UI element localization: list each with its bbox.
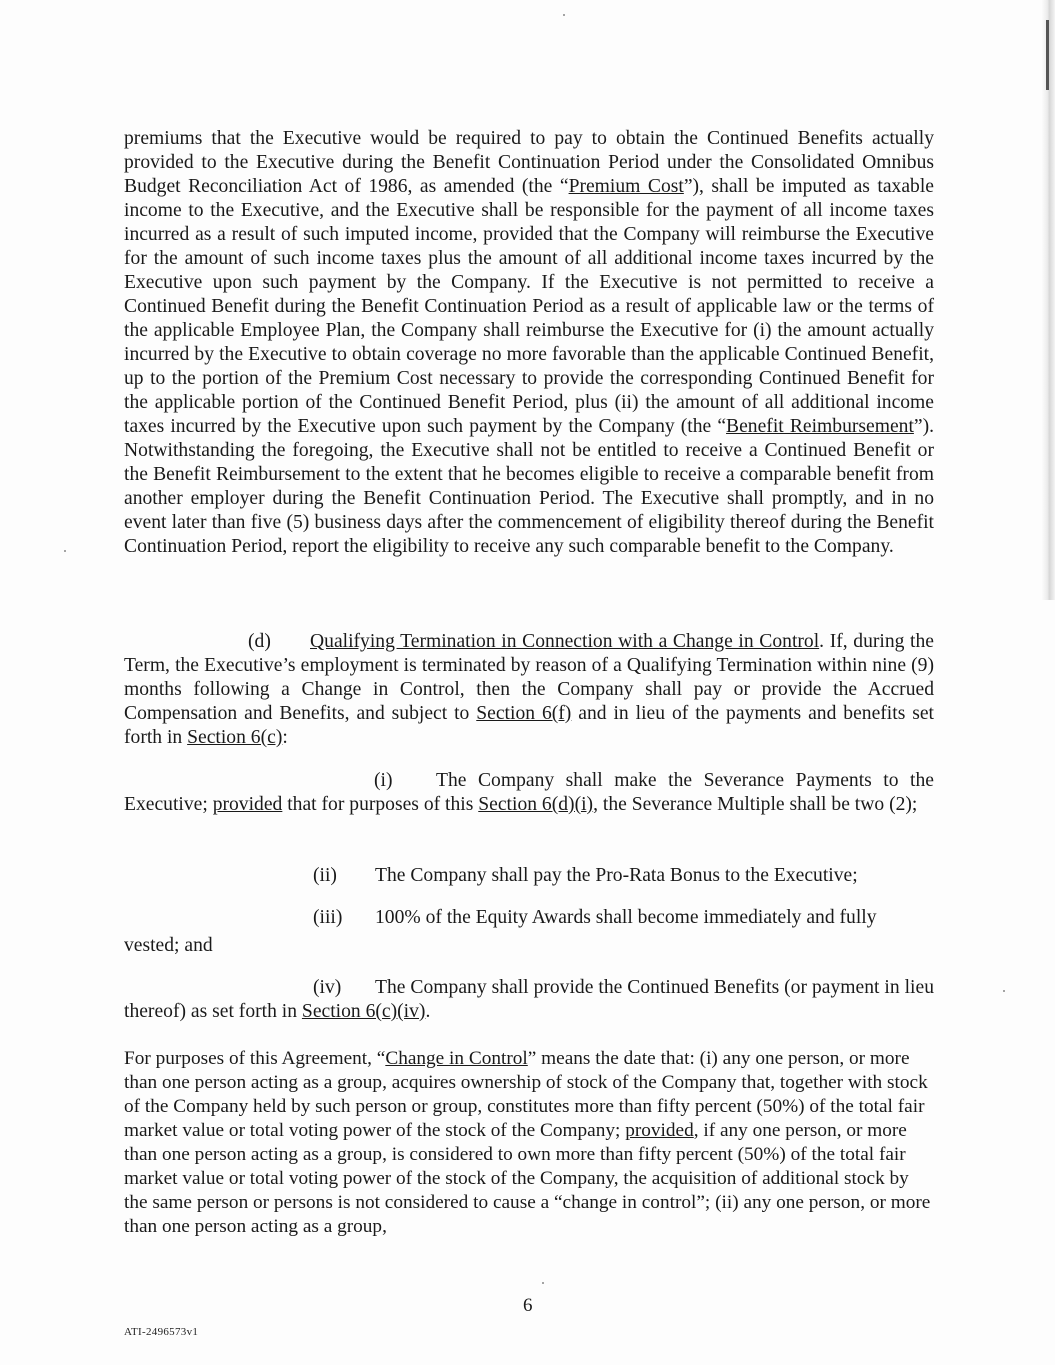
section-ref-6civ: Section 6(c)(iv)	[301, 1001, 426, 1022]
item-iv-paragraph	[124, 976, 934, 1024]
paragraph-text: that for purposes of this	[282, 794, 479, 815]
paragraph-text: , the Severance Multiple shall be two (2);	[593, 794, 918, 815]
scan-speck	[542, 1282, 544, 1284]
item-i-paragraph	[124, 769, 934, 817]
provided-term: provided	[625, 1120, 694, 1141]
section-d-paragraph	[124, 630, 934, 750]
provided-term: provided	[212, 794, 283, 815]
paragraph-text: The Company shall make the Severance Payments to the Executive;	[124, 770, 934, 815]
scan-speck	[1003, 990, 1005, 992]
paragraph-text: .	[425, 1001, 431, 1022]
item-iii-continuation: vested; and	[124, 935, 213, 956]
section-ref-6di: Section 6(d)(i)	[478, 794, 594, 815]
paragraph-text: 100% of the Equity Awards shall become immediately and fully	[375, 907, 877, 928]
item-ii-label: (ii)	[313, 865, 337, 886]
change-in-control-definition	[124, 1047, 934, 1239]
item-iv-label: (iv)	[313, 977, 342, 998]
paragraph-text: and in lieu of the payments and benefits set forth in	[124, 703, 935, 748]
section-d-label: (d)	[248, 631, 271, 652]
defined-term-premium-cost: Premium Cost	[568, 176, 684, 197]
scan-edge-shadow	[1041, 0, 1055, 600]
paragraph-text: . If, during the Term, the Executive’s employment is terminated by reason of a Qualifying Termination within nine (9) months following a Change in Control, then the Company shall pay or provide the Accrued Compensation and Benefits, and subject to	[124, 631, 934, 724]
scan-edge-mark	[1046, 20, 1049, 90]
item-ii-paragraph	[313, 864, 934, 888]
paragraph-text: For purposes of this Agreement, “	[124, 1048, 386, 1069]
section-ref-6f: Section 6(f)	[476, 703, 572, 724]
paragraph-benefit-continuation	[124, 127, 934, 559]
paragraph-text: premiums that the Executive would be required to pay to obtain the Continued Benefits actually provided to the Executive during the Benefit Continuation Period under the Consolidated Omnibus Budget Reconciliation Act of 1986, as amended (the “	[124, 128, 934, 197]
paragraph-text: :	[282, 727, 288, 748]
scan-speck	[563, 14, 565, 16]
document-id: ATI-2496573v1	[124, 1326, 199, 1338]
paragraph-text: The Company shall provide the Continued Benefits (or payment in lieu thereof) as set forth in	[124, 977, 934, 1022]
paragraph-text: ” means the date that: (i) any one person, or more than one person acting as a group, acquires ownership of stock of the Company that, together with stock of the Company held by such person or group, constitutes more than fifty percent (50%) of the total fair market value or total voting power of the stock of the Company;	[124, 1048, 928, 1141]
scan-speck	[64, 550, 66, 552]
paragraph-text: The Company shall pay the Pro-Rata Bonus to the Executive;	[375, 865, 858, 886]
item-i-label: (i)	[374, 770, 393, 791]
paragraph-text: , if any one person, or more than one person acting as a group, is considered to own more than fifty percent (50%) of the total fair market value or total voting power of the stock of the Company, the acquisition of additional stock by the same person or persons is not considered to cause a “change in control”; (ii) any one person, or more than one person acting as a group,	[124, 1120, 931, 1237]
page-number: 6	[523, 1295, 533, 1316]
paragraph-text: ”), shall be imputed as taxable income to the Executive, and the Executive shall be responsible for the payment of all income taxes incurred as a result of such imputed income, provided that the Company will reimburse the Executive for the amount of such income taxes plus the amount of all additional income taxes incurred by the Executive upon such payment by the Company. If the Executive is not permitted to receive a Continued Benefit during the Benefit Continuation Period as a result of applicable law or the terms of the applicable Employee Plan, the Company shall reimburse the Executive for (i) the amount actually incurred by the Executive to obtain coverage no more favorable than the applicable Continued Benefit, up to the portion of the Premium Cost necessary to provide the corresponding Continued Benefit for the applicable portion of the Continued Benefit Period, plus (ii) the amount of all additional income taxes incurred by the Executive upon such payment by the Company (the “	[124, 176, 934, 437]
defined-term-change-in-control: Change in Control	[385, 1048, 528, 1069]
paragraph-text: ”). Notwithstanding the foregoing, the Executive shall not be entitled to receive a Continued Benefit or the Benefit Reimbursement to the extent that he becomes eligible to receive a comparable benefit from another employer during the Benefit Continuation Period. The Executive shall promptly, and in no event later than five (5) business days after the commencement of eligibility thereof during the Benefit Continuation Period, report the eligibility to receive any such comparable benefit to the Company.	[124, 416, 935, 557]
defined-term-benefit-reimbursement: Benefit Reimbursement	[726, 416, 914, 437]
section-ref-6c: Section 6(c)	[187, 727, 283, 748]
section-d-heading: Qualifying Termination in Connection with a Change in Control	[310, 631, 820, 652]
item-iii-label: (iii)	[313, 907, 343, 928]
item-iii-paragraph	[313, 906, 934, 930]
